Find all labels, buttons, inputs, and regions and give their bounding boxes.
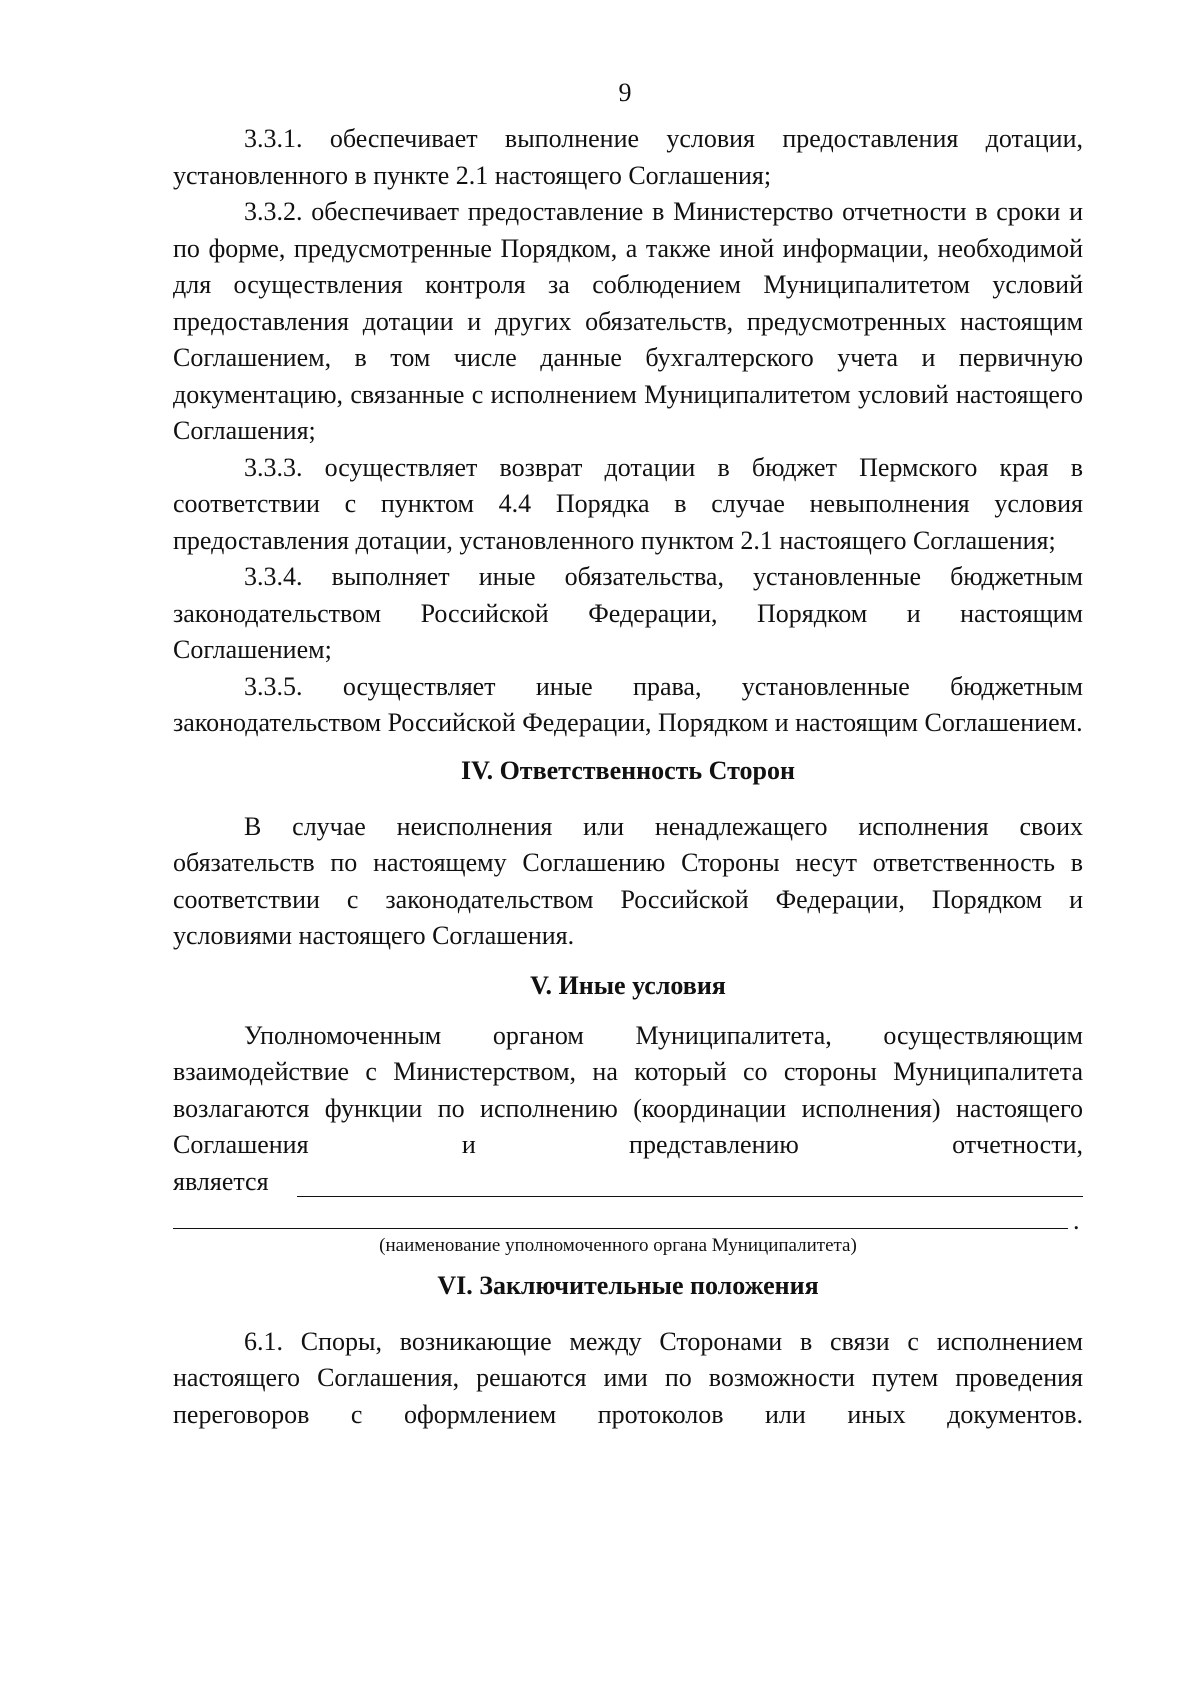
section-responsibility-text: В случае неисполнения или ненадлежащего исполнения своих обязательств по настоящему Соглашению Стороны несут ответственность в соответствии с законодательством Российской Федерации, Порядком и условиями настоящего Соглашения. [173,811,1083,950]
section-heading-final-provisions: VI. Заключительные положения [437,1270,819,1300]
section-heading-other-conditions: V. Иные условия [530,970,726,1000]
clause-6-1: 6.1. Споры, возникающие между Сторонами в связи с исполнением настоящего Соглашения, решаются ими по возможности путем проведения переговоров с оформлением протоколов или иных документов. [173,1326,1083,1429]
clause-3-3-5: 3.3.5. осуществляет иные права, установленные бюджетным законодательством Российской Федерации, Порядком и настоящим Соглашением. [173,671,1083,737]
field-label: является [173,1166,269,1196]
authorized-body-field [173,1164,1083,1264]
section-other-conditions-text: Уполномоченным органом Муниципалитета, осуществляющим взаимодействие с Министерством, на который со стороны Муниципалитета возлагаются функции по исполнению (координации исполнения) настоящего Соглашения и представлению отчетности, [173,1020,1083,1159]
clause-3-3-4: 3.3.4. выполняет иные обязательства, установленные бюджетным законодательством Российской Федерации, Порядком и настоящим Соглашением; [173,562,1083,664]
field-caption: (наименование уполномоченного органа Муниципалитета) [379,1234,857,1256]
document-body [173,121,1083,1433]
fill-in-line [297,1196,1083,1197]
field-end-period: . [1073,1205,1080,1235]
fill-in-line-continued [173,1228,1068,1229]
page-number: 9 [618,78,632,107]
section-heading-responsibility: IV. Ответственность Сторон [461,755,795,785]
clause-3-3-2: 3.3.2. обеспечивает предоставление в Министерство отчетности в сроки и по форме, предусмотренные Порядком, а также иной информации, необходимой для осуществления контроля за соблюдением Муниципалитетом условий предоставления дотации и других обязательств, предусмотренных настоящим Соглашением, в том числе данные бухгалтерского учета и первичную документацию, связанные с исполнением Муниципалитетом условий настоящего Соглашения; [173,197,1083,445]
clause-3-3-1: 3.3.1. обеспечивает выполнение условия предоставления дотации, установленного в пункте 2.1 настоящего Соглашения; [173,124,1083,190]
clause-3-3-3: 3.3.3. осуществляет возврат дотации в бюджет Пермского края в соответствии с пунктом 4.4 Порядка в случае невыполнения условия предоставления дотации, установленного пунктом 2.1 настоящего Соглашения; [173,452,1083,555]
